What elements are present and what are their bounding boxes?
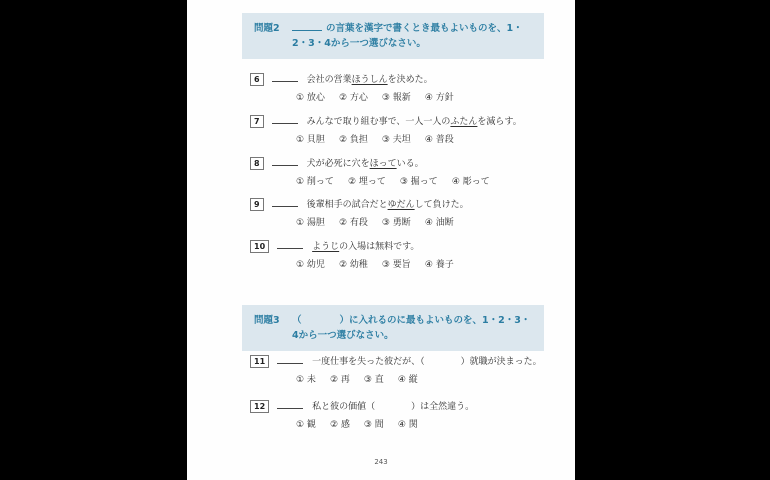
option-1: ① 幼児 [296, 260, 325, 270]
question-number-box: 6 [250, 73, 264, 86]
option-1: ① 削って [296, 177, 334, 187]
question-number-box: 7 [250, 115, 264, 128]
option-4: ④ 関 [397, 420, 418, 430]
option-3: ③ 夫坦 [381, 135, 411, 145]
section-instruction [292, 313, 534, 343]
answer-blank [272, 74, 298, 82]
option-4: ④ 普段 [424, 135, 454, 145]
option-4: ④ 縦 [397, 375, 418, 385]
sentence-underlined-word: ほって [369, 159, 397, 169]
option-3: ③ 掘って [399, 177, 438, 187]
options-row [296, 374, 550, 387]
question-line [250, 73, 550, 87]
options-row [296, 419, 550, 432]
question-line [250, 400, 550, 414]
option-1: ① 未 [296, 375, 316, 385]
answer-blank [277, 401, 303, 409]
question-block-8 [250, 157, 550, 189]
question-line [250, 240, 550, 254]
option-4: ④ 方針 [424, 93, 454, 103]
page-number: 243 [374, 458, 388, 466]
option-3: ③ 直 [363, 375, 384, 385]
sentence-pre: 一度仕事を失った彼だが、（ ）就職が決まった。 [312, 357, 542, 367]
question-line [250, 115, 550, 129]
test-page [187, 0, 575, 480]
option-2: ② 再 [329, 375, 350, 385]
question-number-box: 9 [250, 198, 264, 211]
option-3: ③ 間 [363, 420, 384, 430]
option-2: ② 有段 [338, 218, 368, 228]
sentence-post: いる。 [396, 159, 424, 169]
section-header-mondai2 [242, 13, 544, 59]
answer-blank [277, 356, 303, 364]
question-block-11 [250, 355, 550, 387]
option-1: ① 貝胆 [296, 135, 325, 145]
instruction-text: の言葉を漢字で書くとき最もよいものを、1・2・3・4から一つ選びなさい。 [292, 23, 523, 49]
answer-blank [272, 158, 298, 166]
question-block-6 [250, 73, 550, 105]
sentence-pre: 会社の営業 [306, 75, 352, 85]
sentence-underlined-word: ようじ [312, 242, 340, 252]
instruction-blank-underline [292, 22, 322, 31]
sentence-post: を決めた。 [387, 75, 433, 85]
question-line [250, 198, 550, 212]
options-row [296, 176, 550, 189]
sentence-underlined-word: ゆだん [387, 200, 415, 210]
section-instruction [292, 21, 534, 51]
answer-blank [272, 116, 298, 124]
option-3: ③ 要旨 [381, 260, 411, 270]
sentence-underlined-word: ふたん [450, 117, 478, 127]
section-label: 問題3 [254, 315, 280, 326]
sentence-post: を減らす。 [477, 117, 522, 127]
question-number-box: 10 [250, 240, 269, 253]
option-2: ② 感 [329, 420, 350, 430]
option-3: ③ 報新 [381, 93, 411, 103]
sentence-post: の入場は無料です。 [339, 242, 420, 252]
option-4: ④ 彫って [451, 177, 490, 187]
question-block-12 [250, 400, 550, 432]
question-line [250, 157, 550, 171]
question-block-10 [250, 240, 550, 272]
option-4: ④ 養子 [424, 260, 454, 270]
sentence-pre: 後輩相手の試合だと [306, 200, 388, 210]
section-header-mondai3 [242, 305, 544, 351]
question-number-box: 11 [250, 355, 269, 368]
option-1: ① 湯胆 [296, 218, 325, 228]
question-number-box: 12 [250, 400, 269, 413]
options-row [296, 217, 550, 230]
sentence-pre: みんなで取り組む事で、一人一人の [306, 117, 451, 127]
sentence-underlined-word: ほうしん [351, 75, 388, 85]
options-row [296, 92, 550, 105]
options-row [296, 134, 550, 147]
answer-blank [277, 241, 303, 249]
option-4: ④ 油断 [424, 218, 454, 228]
answer-blank [272, 199, 298, 207]
option-1: ① 放心 [296, 93, 325, 103]
section-label: 問題2 [254, 23, 280, 34]
instruction-text: （ ）に入れるのに最もよいものを、1・2・3・4から一つ選びなさい。 [292, 315, 531, 341]
options-row [296, 259, 550, 272]
sentence-pre: 犬が必死に穴を [306, 159, 370, 169]
question-block-9 [250, 198, 550, 230]
option-1: ① 観 [296, 420, 316, 430]
option-2: ② 埋って [347, 177, 386, 187]
option-3: ③ 勇断 [381, 218, 411, 228]
sentence-post: して負けた。 [414, 200, 469, 210]
question-block-7 [250, 115, 550, 147]
option-2: ② 方心 [338, 93, 368, 103]
option-2: ② 負担 [338, 135, 368, 145]
question-line [250, 355, 550, 369]
sentence-pre: 私と彼の価値（ ）は全然違う。 [312, 402, 475, 412]
question-number-box: 8 [250, 157, 264, 170]
option-2: ② 幼稚 [338, 260, 368, 270]
